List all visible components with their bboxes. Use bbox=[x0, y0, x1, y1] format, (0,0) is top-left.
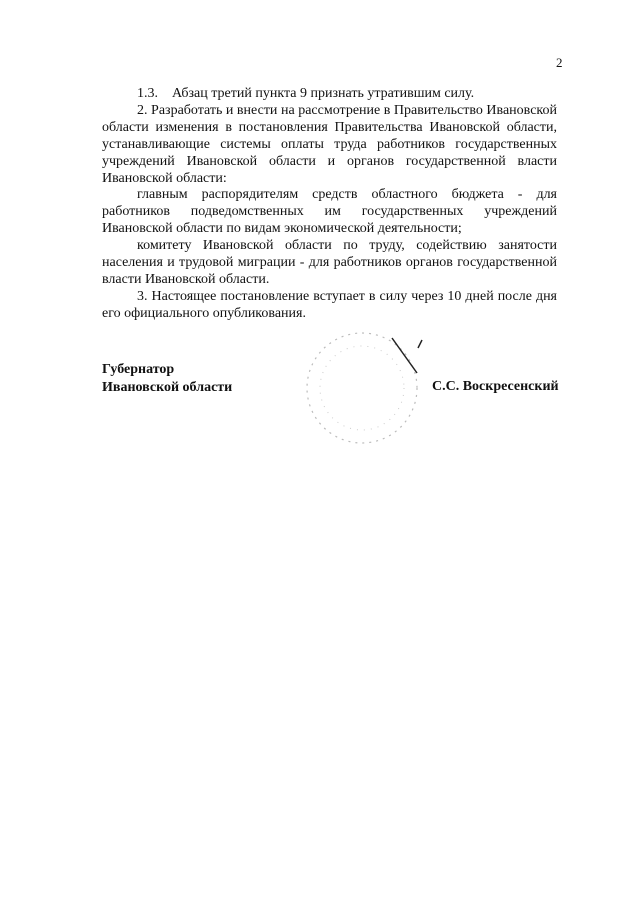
paragraph-2-item-1: главным распорядителям средств областного бюджета - для работников подведомственных им государственных учреждений Ивановской области по видам экономической деятельности; bbox=[102, 187, 557, 237]
page-number: 2 bbox=[556, 55, 563, 70]
signature-title-line1: Губернатор bbox=[102, 362, 175, 377]
signature-title bbox=[102, 361, 232, 397]
seal-stamp-icon bbox=[292, 318, 432, 458]
signature-name: С.С. Воскресенский bbox=[432, 379, 559, 394]
paragraph-1-3: 1.3. Абзац третий пункта 9 признать утратившим силу. bbox=[137, 86, 475, 101]
signature-title-line2: Ивановской области bbox=[102, 380, 233, 395]
paragraph-3: 3. Настоящее постановление вступает в силу через 10 дней после дня его официального опубликования. bbox=[102, 288, 557, 321]
document-body bbox=[102, 86, 557, 323]
paragraph-2-item-2: комитету Ивановской области по труду, содействию занятости населения и трудовой миграции - для работников органов государственной власти Ивановской области. bbox=[102, 238, 557, 287]
paragraph-2: 2. Разработать и внести на рассмотрение в Правительство Ивановской области изменения в постановления Правительства Ивановской области, устанавливающие системы оплаты труда работников государственных учреждений Ивановской области и органов государственной власти Ивановской области: bbox=[102, 102, 557, 186]
